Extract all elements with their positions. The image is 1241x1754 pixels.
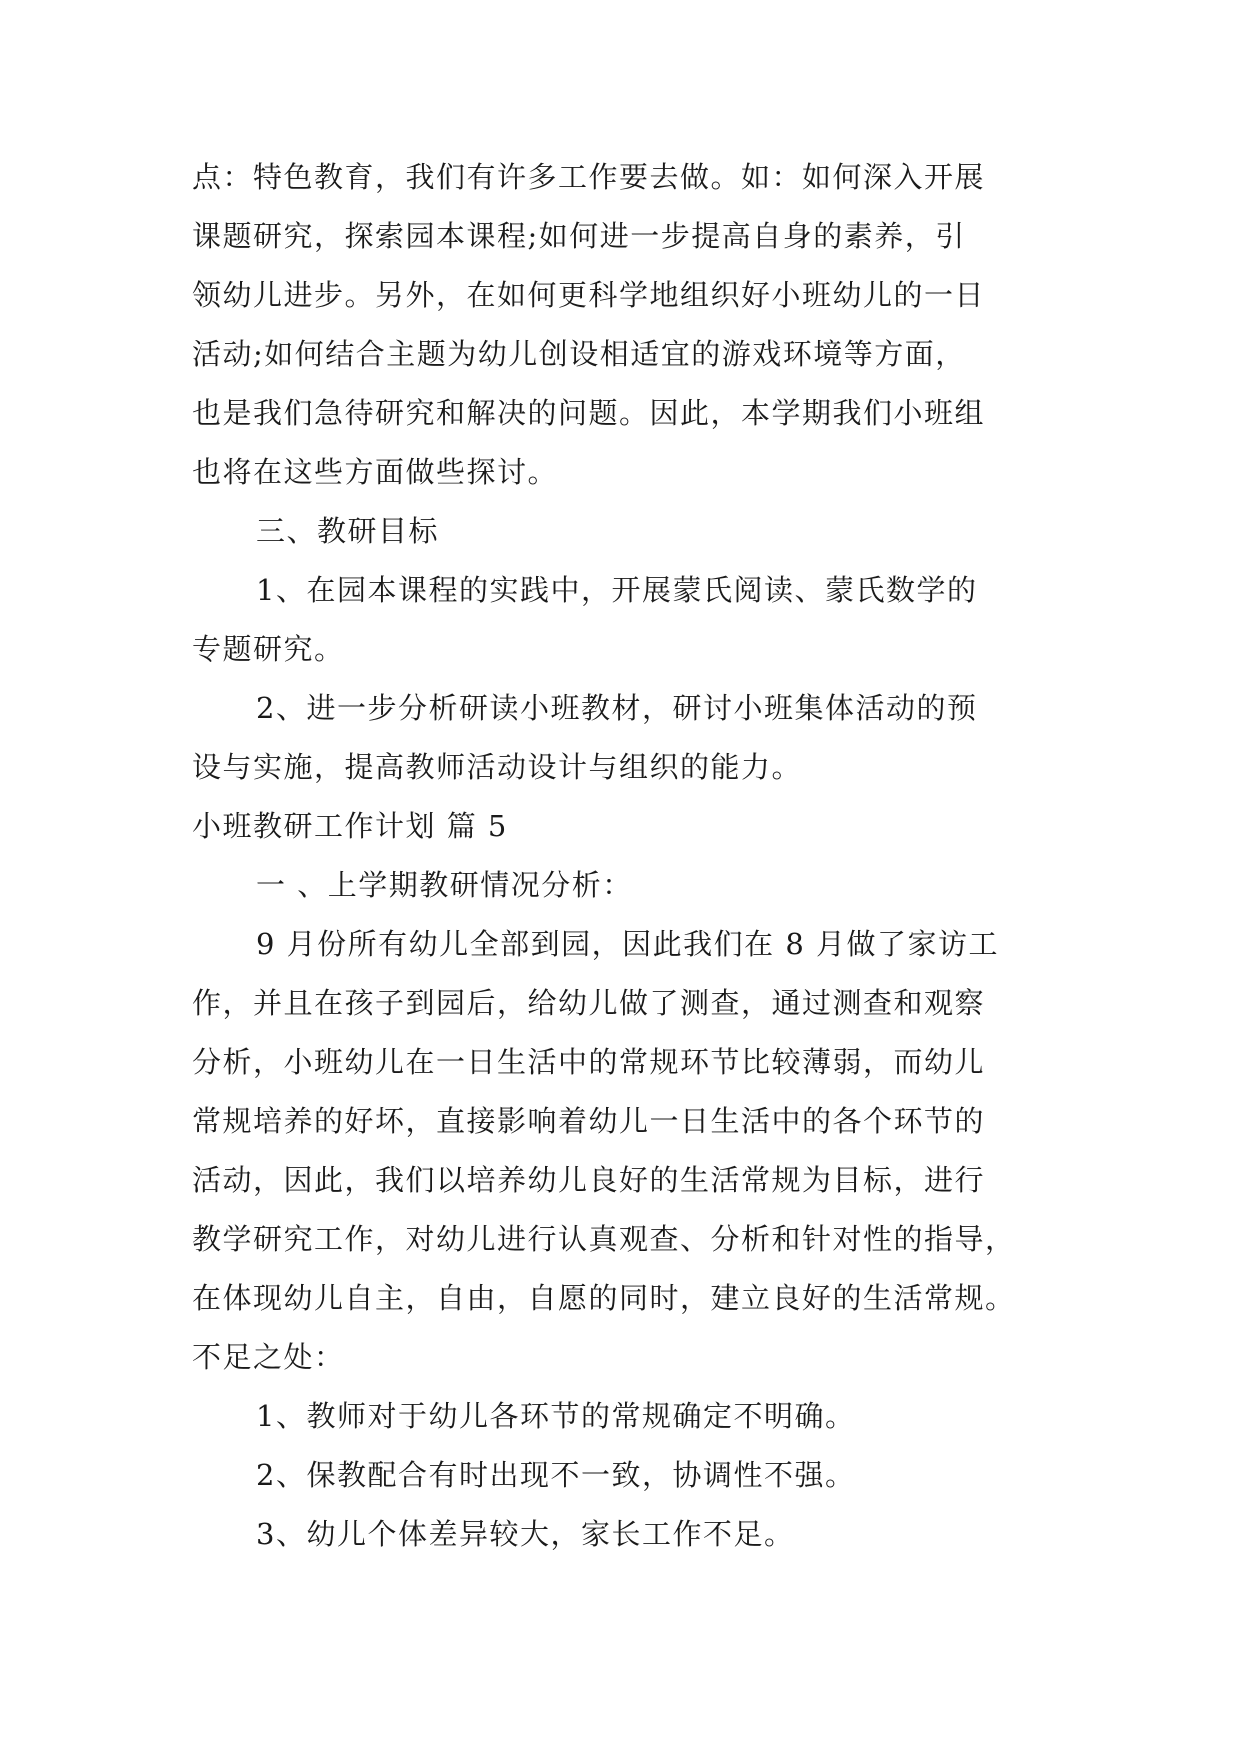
body-text-line: 9 月份所有幼儿全部到园，因此我们在 8 月做了家访工 bbox=[256, 927, 1000, 961]
document-page bbox=[192, 148, 1056, 1564]
body-text-line: 课题研究，探索园本课程;如何进一步提高自身的素养，引 bbox=[192, 219, 966, 253]
body-text-line: 不足之处： bbox=[192, 1340, 345, 1374]
body-text-line: 也将在这些方面做些探讨。 bbox=[192, 455, 559, 489]
body-text-line: 领幼儿进步。另外，在如何更科学地组织好小班幼儿的一日 bbox=[192, 278, 986, 312]
body-text-line: 活动，因此，我们以培养幼儿良好的生活常规为目标，进行 bbox=[192, 1163, 986, 1197]
list-item-first-line: 1、在园本课程的实践中，开展蒙氏阅读、蒙氏数学的 bbox=[256, 573, 978, 607]
body-text-line: 教学研究工作，对幼儿进行认真观查、分析和针对性的指导， bbox=[192, 1222, 1016, 1256]
body-text-line: 在体现幼儿自主，自由，自愿的同时，建立良好的生活常规。 bbox=[192, 1281, 1016, 1315]
body-text-line: 分析，小班幼儿在一日生活中的常规环节比较薄弱，而幼儿 bbox=[192, 1045, 986, 1079]
list-item: 3、幼儿个体差异较大，家长工作不足。 bbox=[256, 1517, 795, 1551]
list-item-first-line: 2、进一步分析研读小班教材，研讨小班集体活动的预 bbox=[256, 691, 978, 725]
list-item: 1、教师对于幼儿各环节的常规确定不明确。 bbox=[256, 1399, 856, 1433]
plan-title: 小班教研工作计划 篇 5 bbox=[192, 809, 508, 843]
list-item-continuation: 设与实施，提高教师活动设计与组织的能力。 bbox=[192, 750, 803, 784]
body-text-line: 点：特色教育，我们有许多工作要去做。如：如何深入开展 bbox=[192, 160, 986, 194]
section-heading: 一 、上学期教研情况分析： bbox=[256, 868, 633, 902]
list-item: 2、保教配合有时出现不一致，协调性不强。 bbox=[256, 1458, 856, 1492]
body-text-line: 也是我们急待研究和解决的问题。因此，本学期我们小班组 bbox=[192, 396, 986, 430]
body-text-line: 常规培养的好坏，直接影响着幼儿一日生活中的各个环节的 bbox=[192, 1104, 986, 1138]
section-heading: 三、教研目标 bbox=[256, 514, 440, 548]
list-item-continuation: 专题研究。 bbox=[192, 632, 345, 666]
body-text-line: 活动;如何结合主题为幼儿创设相适宜的游戏环境等方面， bbox=[192, 337, 966, 371]
body-text-line: 作，并且在孩子到园后，给幼儿做了测查，通过测查和观察 bbox=[192, 986, 986, 1020]
